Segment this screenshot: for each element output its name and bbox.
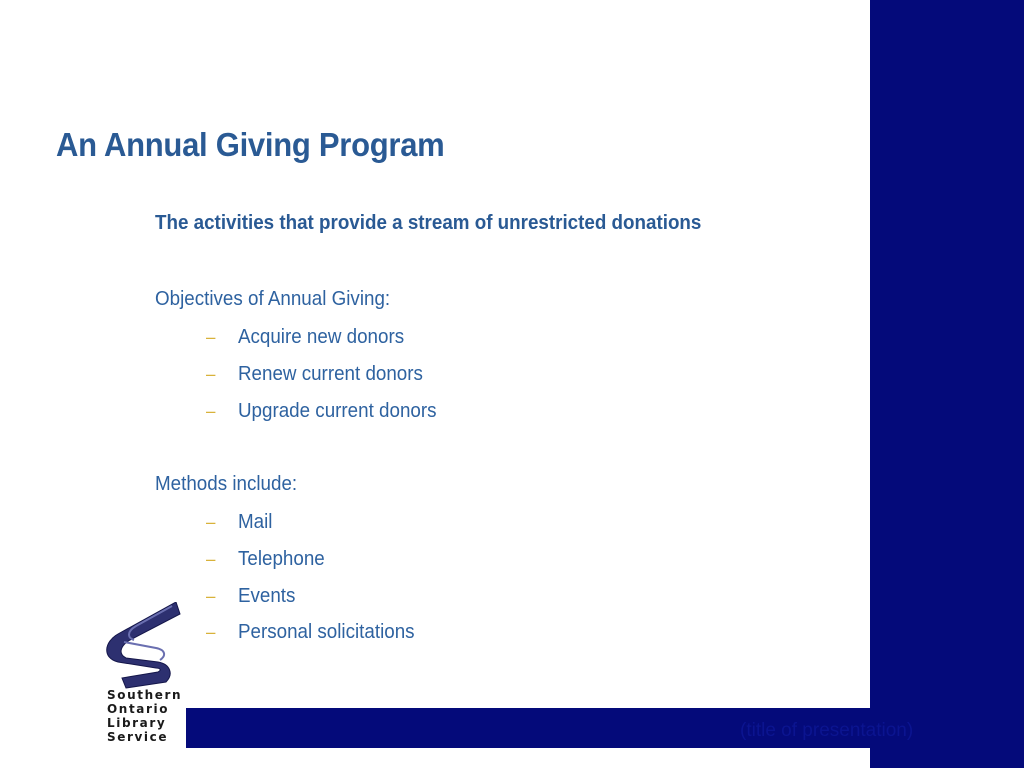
list-item	[206, 361, 423, 387]
objective-item-label: Renew current donors	[237, 362, 423, 385]
dash-bullet-icon: –	[206, 511, 216, 532]
list-item	[206, 324, 404, 350]
method-item-label: Telephone	[237, 547, 325, 570]
methods-heading: Methods include:	[155, 473, 298, 495]
dash-bullet-icon: –	[206, 621, 216, 642]
objective-item-label: Upgrade current donors	[237, 399, 437, 422]
list-item	[206, 619, 415, 645]
list-item	[206, 546, 325, 572]
slide-subtitle: The activities that provide a stream of unrestricted donations	[155, 212, 702, 234]
method-item-label: Personal solicitations	[237, 620, 415, 643]
dash-bullet-icon: –	[206, 363, 216, 384]
logo-line: Library	[107, 716, 167, 730]
logo-line: Southern	[107, 688, 183, 702]
list-item	[206, 509, 272, 535]
logo-line: Service	[107, 730, 169, 744]
method-item-label: Mail	[237, 510, 273, 533]
slide-title: An Annual Giving Program	[56, 126, 445, 163]
list-item	[206, 583, 295, 609]
list-item	[206, 398, 437, 424]
logo-wordmark	[107, 688, 182, 744]
dash-bullet-icon: –	[206, 326, 216, 347]
method-item-label: Events	[237, 584, 296, 607]
objectives-heading: Objectives of Annual Giving:	[155, 288, 391, 310]
objective-item-label: Acquire new donors	[237, 325, 405, 348]
dash-bullet-icon: –	[206, 400, 216, 421]
footer-presentation-title: (title of presentation)	[740, 720, 914, 741]
dash-bullet-icon: –	[206, 585, 216, 606]
dash-bullet-icon: –	[206, 548, 216, 569]
logo-line: Ontario	[107, 702, 170, 716]
side-panel	[870, 0, 1024, 768]
